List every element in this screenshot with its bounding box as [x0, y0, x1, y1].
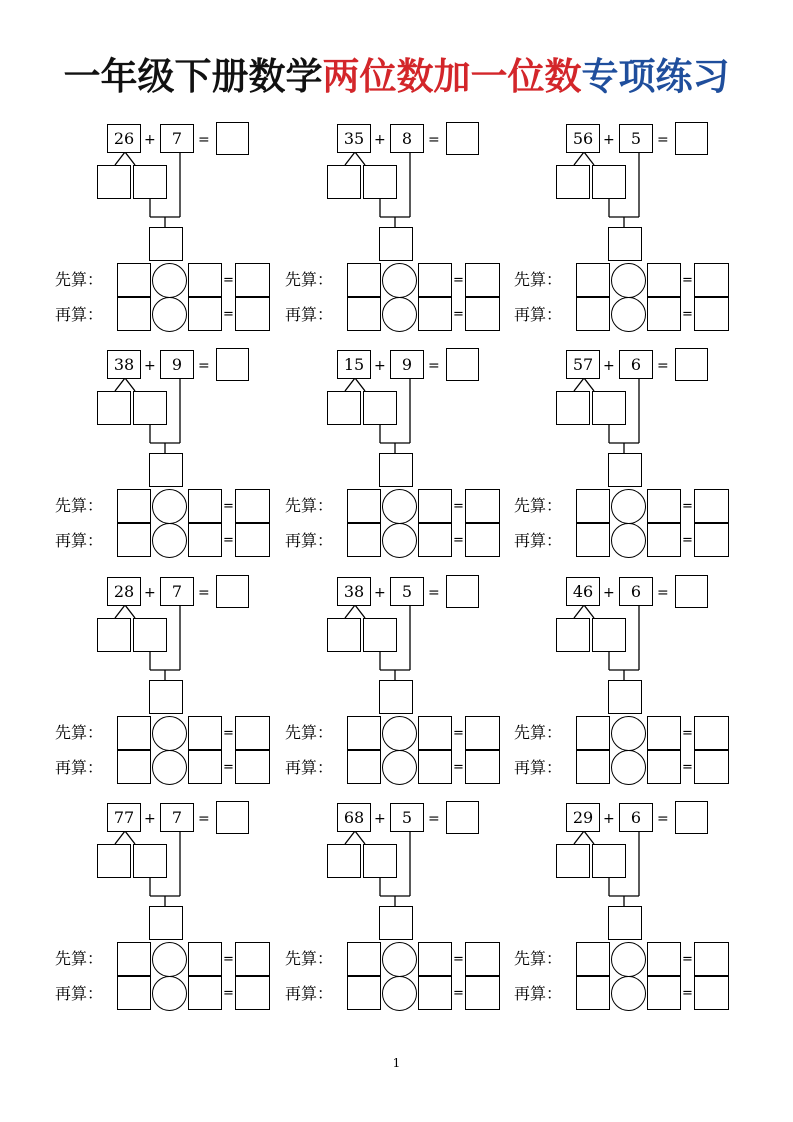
addend-tens-box — [337, 124, 371, 153]
addend-b: 9 — [401, 355, 413, 374]
addend-b: 9 — [171, 355, 183, 374]
first-step-box-1[interactable] — [117, 489, 151, 523]
sum-ones-box[interactable] — [608, 906, 642, 940]
second-step-box-1[interactable] — [117, 750, 151, 784]
sum-ones-box[interactable] — [608, 453, 642, 487]
second-step-result-box[interactable] — [235, 976, 270, 1010]
split-tens-box[interactable] — [327, 844, 361, 878]
addend-tens-box — [337, 577, 371, 606]
addend-tens-box — [107, 350, 141, 379]
addend-a: 28 — [113, 582, 135, 601]
sum-ones-box[interactable] — [608, 680, 642, 714]
addend-ones-box — [619, 350, 653, 379]
split-tens-box[interactable] — [327, 391, 361, 425]
addend-a: 38 — [113, 355, 135, 374]
first-step-label: 先算： — [285, 949, 334, 968]
first-step-box-1[interactable] — [576, 263, 610, 297]
addend-a: 68 — [343, 808, 365, 827]
addend-b: 8 — [401, 129, 413, 148]
title-part-practice: 专项练习 — [581, 55, 730, 98]
addend-ones-box — [390, 577, 424, 606]
first-step-box-2[interactable] — [647, 489, 681, 523]
second-step-operator-circle[interactable] — [152, 976, 187, 1011]
sum-ones-box[interactable] — [379, 680, 413, 714]
second-step-operator-circle[interactable] — [382, 523, 417, 558]
first-step-equals: = — [453, 952, 464, 967]
plus-sign: + — [144, 358, 156, 374]
addend-ones-box — [160, 803, 194, 832]
sum-ones-box[interactable] — [149, 906, 183, 940]
problem-block — [514, 120, 754, 335]
second-step-box-1[interactable] — [117, 976, 151, 1010]
second-step-label: 再算： — [55, 531, 104, 550]
second-step-box-1[interactable] — [347, 523, 381, 557]
first-step-operator-circle[interactable] — [611, 942, 646, 977]
title-part-topic: 两位数加一位数 — [322, 55, 582, 98]
second-step-result-box[interactable] — [465, 297, 500, 331]
addend-a: 26 — [113, 129, 135, 148]
addend-tens-box — [107, 124, 141, 153]
first-step-box-2[interactable] — [418, 489, 452, 523]
sum-ones-box[interactable] — [379, 227, 413, 261]
plus-sign: + — [603, 585, 615, 601]
addend-ones-box — [160, 350, 194, 379]
split-ones-box[interactable] — [133, 618, 167, 652]
second-step-box-2[interactable] — [647, 976, 681, 1010]
split-tens-box[interactable] — [97, 165, 131, 199]
first-step-result-box[interactable] — [465, 942, 500, 976]
first-step-result-box[interactable] — [694, 942, 729, 976]
answer-box[interactable] — [446, 575, 479, 608]
split-ones-box[interactable] — [592, 391, 626, 425]
second-step-equals: = — [223, 307, 234, 322]
second-step-box-2[interactable] — [188, 976, 222, 1010]
second-step-equals: = — [682, 760, 693, 775]
second-step-box-1[interactable] — [576, 976, 610, 1010]
problem-block — [514, 346, 754, 561]
second-step-equals: = — [223, 760, 234, 775]
first-step-result-box[interactable] — [465, 489, 500, 523]
first-step-result-box[interactable] — [465, 263, 500, 297]
first-step-box-2[interactable] — [188, 716, 222, 750]
answer-box[interactable] — [675, 575, 708, 608]
split-ones-box[interactable] — [592, 618, 626, 652]
second-step-label: 再算： — [285, 758, 334, 777]
plus-sign: + — [603, 358, 615, 374]
plus-sign: + — [144, 132, 156, 148]
answer-box[interactable] — [216, 801, 249, 834]
addend-a: 15 — [343, 355, 365, 374]
equals-sign: = — [657, 358, 669, 374]
second-step-operator-circle[interactable] — [152, 750, 187, 785]
first-step-box-1[interactable] — [347, 942, 381, 976]
answer-box[interactable] — [675, 801, 708, 834]
equals-sign: = — [657, 585, 669, 601]
second-step-box-2[interactable] — [647, 297, 681, 331]
second-step-operator-circle[interactable] — [611, 297, 646, 332]
split-ones-box[interactable] — [133, 165, 167, 199]
second-step-operator-circle[interactable] — [382, 750, 417, 785]
second-step-box-2[interactable] — [418, 750, 452, 784]
first-step-box-2[interactable] — [647, 263, 681, 297]
addend-a: 77 — [113, 808, 135, 827]
first-step-operator-circle[interactable] — [382, 489, 417, 524]
split-ones-box[interactable] — [363, 391, 397, 425]
first-step-label: 先算： — [55, 270, 104, 289]
problem-block — [285, 573, 525, 788]
second-step-label: 再算： — [285, 984, 334, 1003]
second-step-result-box[interactable] — [235, 523, 270, 557]
equals-sign: = — [657, 132, 669, 148]
second-step-box-1[interactable] — [347, 976, 381, 1010]
first-step-box-2[interactable] — [188, 263, 222, 297]
equals-sign: = — [657, 811, 669, 827]
equals-sign: = — [198, 132, 210, 148]
first-step-label: 先算： — [514, 496, 563, 515]
split-tens-box[interactable] — [556, 391, 590, 425]
split-tens-box[interactable] — [556, 165, 590, 199]
addend-a: 46 — [572, 582, 594, 601]
sum-ones-box[interactable] — [608, 227, 642, 261]
second-step-operator-circle[interactable] — [152, 297, 187, 332]
second-step-equals: = — [682, 307, 693, 322]
second-step-box-2[interactable] — [188, 297, 222, 331]
addend-b: 6 — [630, 582, 642, 601]
second-step-result-box[interactable] — [235, 750, 270, 784]
addend-ones-box — [390, 124, 424, 153]
first-step-result-box[interactable] — [235, 263, 270, 297]
second-step-result-box[interactable] — [465, 750, 500, 784]
first-step-result-box[interactable] — [235, 489, 270, 523]
addend-ones-box — [160, 577, 194, 606]
first-step-label: 先算： — [514, 723, 563, 742]
second-step-operator-circle[interactable] — [152, 523, 187, 558]
second-step-result-box[interactable] — [694, 750, 729, 784]
first-step-box-2[interactable] — [418, 263, 452, 297]
first-step-operator-circle[interactable] — [611, 716, 646, 751]
problem-block — [514, 573, 754, 788]
first-step-operator-circle[interactable] — [611, 489, 646, 524]
second-step-label: 再算： — [514, 758, 563, 777]
second-step-box-2[interactable] — [188, 523, 222, 557]
addend-tens-box — [107, 803, 141, 832]
split-tens-box[interactable] — [97, 618, 131, 652]
addend-ones-box — [390, 350, 424, 379]
second-step-box-1[interactable] — [576, 523, 610, 557]
second-step-equals: = — [223, 533, 234, 548]
addend-b: 6 — [630, 808, 642, 827]
split-tens-box[interactable] — [327, 618, 361, 652]
answer-box[interactable] — [675, 122, 708, 155]
addend-b: 7 — [171, 808, 183, 827]
first-step-operator-circle[interactable] — [152, 489, 187, 524]
first-step-box-1[interactable] — [576, 942, 610, 976]
second-step-box-2[interactable] — [647, 750, 681, 784]
first-step-box-2[interactable] — [647, 942, 681, 976]
sum-ones-box[interactable] — [149, 680, 183, 714]
first-step-equals: = — [682, 499, 693, 514]
answer-box[interactable] — [216, 122, 249, 155]
second-step-equals: = — [682, 533, 693, 548]
second-step-label: 再算： — [55, 758, 104, 777]
equals-sign: = — [428, 811, 440, 827]
plus-sign: + — [603, 811, 615, 827]
second-step-label: 再算： — [514, 531, 563, 550]
answer-box[interactable] — [216, 348, 249, 381]
second-step-result-box[interactable] — [694, 297, 729, 331]
addend-tens-box — [566, 803, 600, 832]
first-step-box-1[interactable] — [576, 489, 610, 523]
sum-ones-box[interactable] — [379, 453, 413, 487]
addend-b: 7 — [171, 129, 183, 148]
second-step-result-box[interactable] — [694, 976, 729, 1010]
first-step-box-1[interactable] — [576, 716, 610, 750]
answer-box[interactable] — [446, 348, 479, 381]
first-step-equals: = — [453, 726, 464, 741]
split-ones-box[interactable] — [133, 391, 167, 425]
first-step-label: 先算： — [514, 949, 563, 968]
split-ones-box[interactable] — [363, 844, 397, 878]
first-step-label: 先算： — [55, 723, 104, 742]
split-ones-box[interactable] — [592, 844, 626, 878]
first-step-box-1[interactable] — [347, 716, 381, 750]
first-step-label: 先算： — [285, 270, 334, 289]
first-step-equals: = — [453, 499, 464, 514]
plus-sign: + — [374, 132, 386, 148]
second-step-box-2[interactable] — [418, 297, 452, 331]
split-tens-box[interactable] — [327, 165, 361, 199]
second-step-result-box[interactable] — [465, 523, 500, 557]
first-step-label: 先算： — [55, 496, 104, 515]
second-step-label: 再算： — [285, 305, 334, 324]
addend-a: 35 — [343, 129, 365, 148]
page-title — [0, 52, 793, 102]
split-tens-box[interactable] — [556, 618, 590, 652]
first-step-result-box[interactable] — [694, 716, 729, 750]
first-step-label: 先算： — [55, 949, 104, 968]
second-step-box-2[interactable] — [418, 976, 452, 1010]
second-step-result-box[interactable] — [465, 976, 500, 1010]
addend-tens-box — [107, 577, 141, 606]
second-step-box-1[interactable] — [347, 750, 381, 784]
first-step-operator-circle[interactable] — [152, 263, 187, 298]
second-step-label: 再算： — [55, 984, 104, 1003]
second-step-box-1[interactable] — [576, 750, 610, 784]
first-step-result-box[interactable] — [465, 716, 500, 750]
first-step-operator-circle[interactable] — [152, 716, 187, 751]
answer-box[interactable] — [446, 122, 479, 155]
second-step-label: 再算： — [514, 984, 563, 1003]
problem-block — [55, 799, 295, 1014]
title-part-grade: 一年级下册数学 — [63, 55, 323, 98]
plus-sign: + — [144, 811, 156, 827]
second-step-equals: = — [453, 986, 464, 1001]
addend-b: 7 — [171, 582, 183, 601]
second-step-equals: = — [223, 986, 234, 1001]
second-step-box-2[interactable] — [188, 750, 222, 784]
addend-b: 6 — [630, 355, 642, 374]
first-step-box-2[interactable] — [188, 942, 222, 976]
problem-block — [285, 120, 525, 335]
first-step-box-1[interactable] — [117, 942, 151, 976]
first-step-box-1[interactable] — [117, 716, 151, 750]
first-step-equals: = — [682, 726, 693, 741]
first-step-equals: = — [223, 726, 234, 741]
equals-sign: = — [198, 811, 210, 827]
split-ones-box[interactable] — [592, 165, 626, 199]
split-ones-box[interactable] — [133, 844, 167, 878]
problem-block — [285, 346, 525, 561]
first-step-label: 先算： — [285, 723, 334, 742]
second-step-operator-circle[interactable] — [611, 750, 646, 785]
first-step-equals: = — [223, 499, 234, 514]
first-step-operator-circle[interactable] — [152, 942, 187, 977]
addend-tens-box — [337, 350, 371, 379]
first-step-label: 先算： — [514, 270, 563, 289]
equals-sign: = — [198, 585, 210, 601]
equals-sign: = — [428, 132, 440, 148]
split-ones-box[interactable] — [363, 618, 397, 652]
second-step-equals: = — [682, 986, 693, 1001]
addend-a: 29 — [572, 808, 594, 827]
split-ones-box[interactable] — [363, 165, 397, 199]
first-step-operator-circle[interactable] — [382, 716, 417, 751]
plus-sign: + — [374, 585, 386, 601]
addend-ones-box — [619, 577, 653, 606]
addend-a: 57 — [572, 355, 594, 374]
first-step-equals: = — [682, 273, 693, 288]
addend-b: 5 — [630, 129, 642, 148]
second-step-box-2[interactable] — [647, 523, 681, 557]
plus-sign: + — [374, 811, 386, 827]
addend-ones-box — [619, 124, 653, 153]
split-tens-box[interactable] — [97, 391, 131, 425]
problem-block — [514, 799, 754, 1014]
second-step-operator-circle[interactable] — [611, 976, 646, 1011]
second-step-equals: = — [453, 760, 464, 775]
second-step-label: 再算： — [55, 305, 104, 324]
second-step-box-1[interactable] — [117, 297, 151, 331]
equals-sign: = — [198, 358, 210, 374]
first-step-operator-circle[interactable] — [382, 263, 417, 298]
first-step-box-1[interactable] — [117, 263, 151, 297]
plus-sign: + — [603, 132, 615, 148]
first-step-operator-circle[interactable] — [611, 263, 646, 298]
first-step-box-2[interactable] — [647, 716, 681, 750]
second-step-result-box[interactable] — [235, 297, 270, 331]
sum-ones-box[interactable] — [379, 906, 413, 940]
split-tens-box[interactable] — [97, 844, 131, 878]
first-step-box-2[interactable] — [418, 716, 452, 750]
second-step-result-box[interactable] — [694, 523, 729, 557]
addend-tens-box — [566, 124, 600, 153]
first-step-box-2[interactable] — [188, 489, 222, 523]
addend-b: 5 — [401, 808, 413, 827]
second-step-operator-circle[interactable] — [382, 297, 417, 332]
first-step-result-box[interactable] — [694, 263, 729, 297]
second-step-label: 再算： — [514, 305, 563, 324]
first-step-box-1[interactable] — [347, 489, 381, 523]
problem-block — [285, 799, 525, 1014]
addend-ones-box — [619, 803, 653, 832]
second-step-box-2[interactable] — [418, 523, 452, 557]
addend-b: 5 — [401, 582, 413, 601]
addend-tens-box — [337, 803, 371, 832]
addend-ones-box — [390, 803, 424, 832]
second-step-equals: = — [453, 307, 464, 322]
second-step-box-1[interactable] — [117, 523, 151, 557]
first-step-equals: = — [223, 952, 234, 967]
problem-block — [55, 120, 295, 335]
problem-block — [55, 346, 295, 561]
first-step-operator-circle[interactable] — [382, 942, 417, 977]
first-step-label: 先算： — [285, 496, 334, 515]
second-step-equals: = — [453, 533, 464, 548]
answer-box[interactable] — [446, 801, 479, 834]
second-step-operator-circle[interactable] — [611, 523, 646, 558]
second-step-label: 再算： — [285, 531, 334, 550]
answer-box[interactable] — [675, 348, 708, 381]
first-step-box-2[interactable] — [418, 942, 452, 976]
equals-sign: = — [428, 358, 440, 374]
addend-a: 56 — [572, 129, 594, 148]
second-step-operator-circle[interactable] — [382, 976, 417, 1011]
second-step-box-1[interactable] — [347, 297, 381, 331]
answer-box[interactable] — [216, 575, 249, 608]
first-step-result-box[interactable] — [235, 716, 270, 750]
sum-ones-box[interactable] — [149, 227, 183, 261]
first-step-result-box[interactable] — [235, 942, 270, 976]
addend-a: 38 — [343, 582, 365, 601]
first-step-equals: = — [453, 273, 464, 288]
first-step-equals: = — [223, 273, 234, 288]
addend-tens-box — [566, 577, 600, 606]
sum-ones-box[interactable] — [149, 453, 183, 487]
second-step-box-1[interactable] — [576, 297, 610, 331]
page-number: 1 — [392, 1056, 401, 1070]
equals-sign: = — [428, 585, 440, 601]
plus-sign: + — [374, 358, 386, 374]
first-step-box-1[interactable] — [347, 263, 381, 297]
problem-block — [55, 573, 295, 788]
addend-tens-box — [566, 350, 600, 379]
first-step-result-box[interactable] — [694, 489, 729, 523]
split-tens-box[interactable] — [556, 844, 590, 878]
first-step-equals: = — [682, 952, 693, 967]
addend-ones-box — [160, 124, 194, 153]
plus-sign: + — [144, 585, 156, 601]
